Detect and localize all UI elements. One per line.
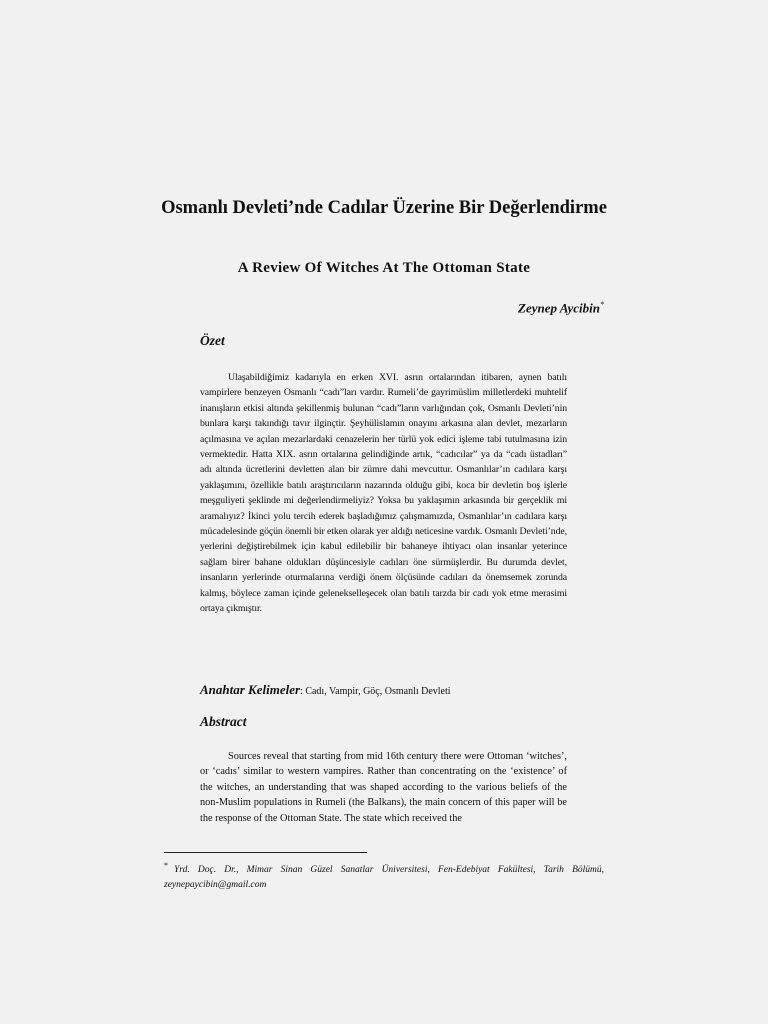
abstract-paragraph: Sources reveal that starting from mid 16th century there were Ottoman ‘witches’, or ‘cadıs’ similar to western vampires. Rather than concentrating on the ‘existence’ of the witches, an understanding that was shaped according to the various beliefs of the non-Muslim populations in Rumeli (the Balkans), the main concern of this paper will be the response of the Ottoman State. The state which received the xyxy=(200,751,567,824)
author-name: Zeynep Aycibin xyxy=(518,300,600,316)
keywords-label: Anahtar Kelimeler xyxy=(200,682,301,697)
ozet-paragraph: Ulaşabildiğimiz kadarıyla en erken XVI. asrın ortalarından itibaren, aynen batılı vampirlere benzeyen Osmanlı “cadı”ları vardır. Rumeli’de gayrimüslim milletlerdeki muhtelif inanışların etkisi altında şekillenmiş bulunan “cadı”ların varlığından çok, Osmanlı Devleti’nin bunlara karşı takındığı tavır ilginçtir. Şeyhülislamın onayını arkasına alan devlet, mezarların açılmasına ve açılan mezarlardaki cenazelerin her türlü yok edici işleme tabi tutulmasına izin vermektedir. Hatta XIX. asrın ortalarına gelindiğinde artık, “cadıcılar” ya da “cadı üstadları” adı altında ücretlerini devletten alan bir zümre dahi mevcuttur. Osmanlılar’ın cadılara karşı yaklaşımını, özellikle batılı araştırıcıların nazarında olduğu gibi, koca bir devletin boş işlerle meşguliyeti şeklinde mi değerlendirmeliyiz? Yoksa bu yaklaşımın arkasında bir gerçeklik mi aramalıyız? İkinci yolu tercih ederek başladığımız çalışmamızda, Osmanlılar’ın cadılara karşı mücadelesinde göçün önemli bir etken olarak yer aldığı neticesine vardık. Osmanlı Devleti’nde, yerlerini değiştirebilmek için kabul edilebilir bir bahaneye ihtiyacı olan insanlar yeterince sağlam birer bahane oldukları düşüncesiyle cadıları öne sürmüşlerdir. Bu durumda devlet, insanların yerlerinde oturmalarına verdiği önem ölçüsünde cadıları da önemsemek zorunda kalmış, böylece zaman içinde gelenekselleşecek olan batılı tarzda bir cadı yok etme merasimi ortaya çıkmıştır. xyxy=(200,372,567,615)
article-title: Osmanlı Devleti’nde Cadılar Üzerine Bir Değerlendirme xyxy=(161,198,607,218)
footnote xyxy=(164,858,604,893)
author-line xyxy=(518,300,604,316)
ozet-heading: Özet xyxy=(200,333,225,348)
footnote-divider xyxy=(164,852,367,853)
keywords-values: Cadı, Vampir, Göç, Osmanlı Devleti xyxy=(305,686,451,697)
footnote-mark: * xyxy=(164,861,168,870)
footnote-text: Yrd. Doç. Dr., Mimar Sinan Güzel Sanatlar Üniversitesi, Fen-Edebiyat Fakültesi, Tarih Bölümü, zeynepaycibin@gmail.com xyxy=(164,865,604,891)
article-subtitle: A Review Of Witches At The Ottoman State xyxy=(237,260,531,276)
keywords-separator: : xyxy=(300,686,306,697)
keywords-line xyxy=(200,682,451,698)
abstract-heading: Abstract xyxy=(200,714,247,729)
author-footnote-mark[interactable]: * xyxy=(600,300,604,309)
